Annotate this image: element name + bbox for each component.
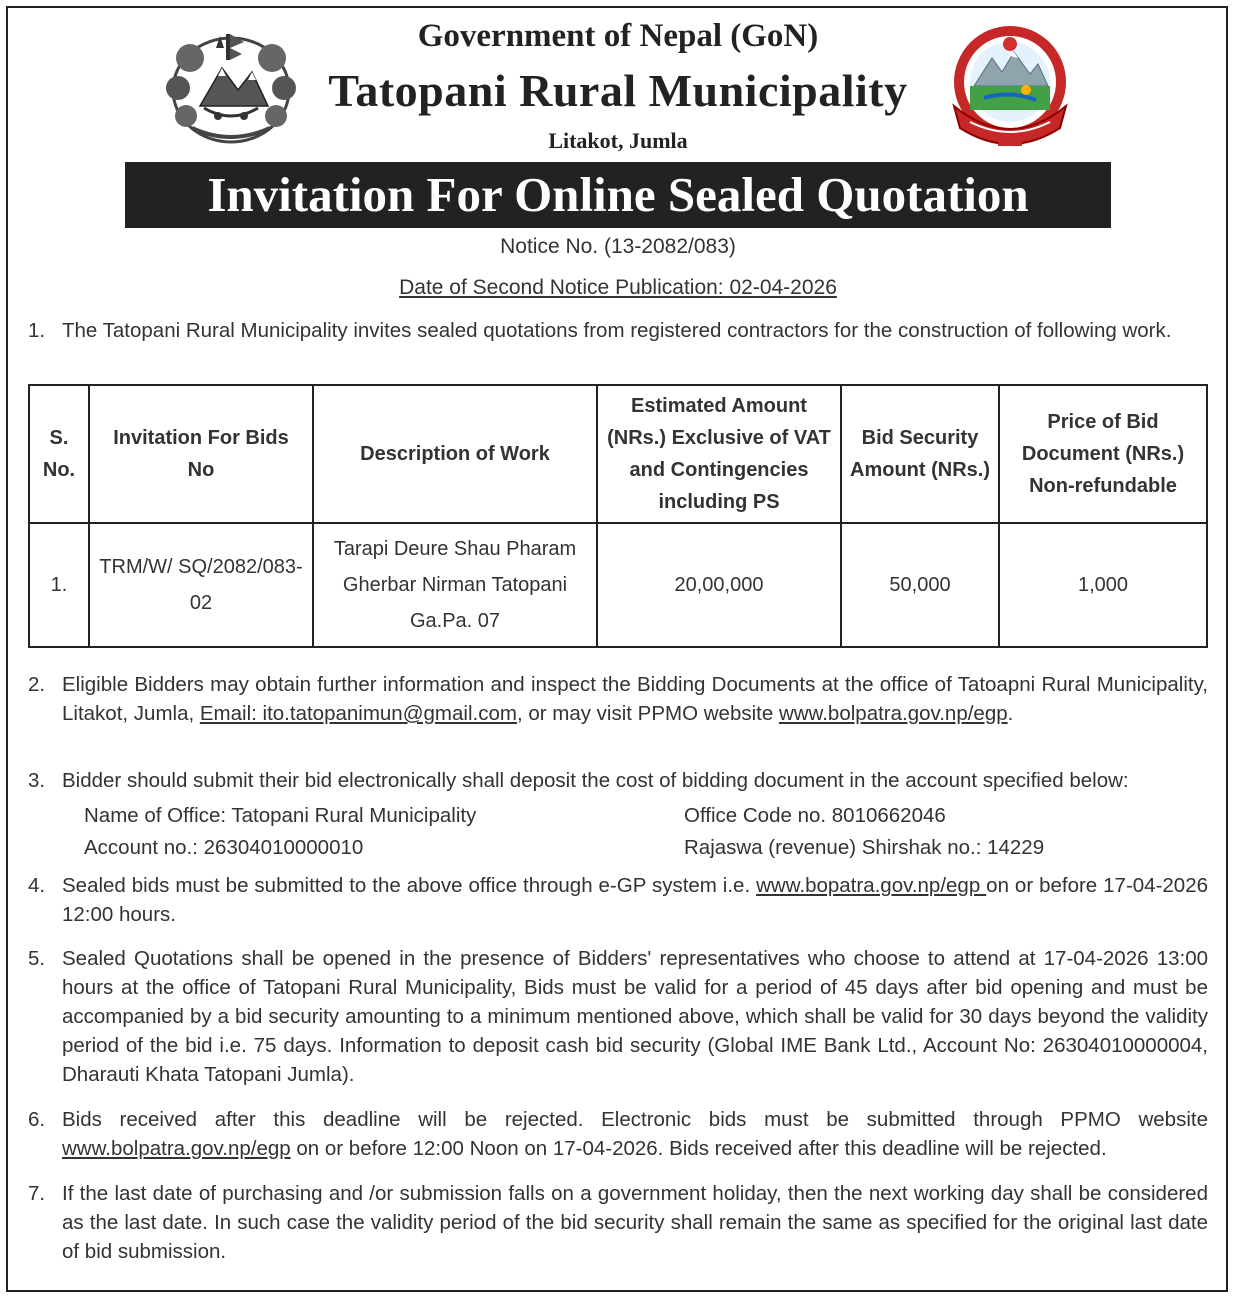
clause-number: 6. — [28, 1108, 46, 1131]
cell-bid-security: 50,000 — [841, 523, 999, 647]
account-number: Account no.: 26304010000010 — [84, 836, 364, 859]
egp-link[interactable]: www.bopatra.gov.np/egp — [756, 874, 987, 897]
notice-banner: Invitation For Online Sealed Quotation — [125, 162, 1111, 228]
ppmo-website-link[interactable]: www.bolpatra.gov.np/egp — [62, 1137, 291, 1160]
government-title: Government of Nepal (GoN) — [417, 18, 819, 54]
notice-number: Notice No. (13-2082/083) — [500, 235, 736, 258]
header-ifb-no: Invitation For Bids No — [89, 385, 313, 523]
email-link[interactable]: Email: ito.tatopanimun@gmail.com — [199, 702, 517, 725]
municipality-title: Tatopani Rural Municipality — [328, 65, 908, 116]
clause-1 — [28, 316, 1208, 345]
clause-6 — [28, 1105, 1208, 1163]
header-estimated-amount: Estimated Amount (NRs.) Exclusive of VAT and Contingencies including PS — [597, 385, 841, 523]
clause-text: The Tatopani Rural Municipality invites sealed quotations from registered contractors for the construction of following work. — [62, 319, 1172, 342]
clause-text: Bidder should submit their bid electronically shall deposit the cost of bidding document in the account specified below: — [62, 769, 1129, 792]
revenue-code: Rajaswa (revenue) Shirshak no.: 14229 — [684, 836, 1045, 859]
clause-4 — [28, 871, 1208, 929]
clause-text: If the last date of purchasing and /or submission falls on a government holiday, then the next working day shall be considered as the last date. In such case the validity period of the bid security shall remain the same as specified for the original last date of bid submission. — [62, 1182, 1208, 1263]
header-description: Description of Work — [313, 385, 597, 523]
header-bid-document-price: Price of Bid Document (NRs.) Non-refundable — [999, 385, 1207, 523]
clause-text: Sealed Quotations shall be opened in the presence of Bidders' representatives who choose to attend at 17-04-2026 13:00 hours at the office of Tatopani Rural Municipality, Bids must be valid for a period of 45 days after bid opening and must be accompanied by a bid security amounting to a minimum mentioned above, which shall be valid for 30 days beyond the validity period of the bid i.e. 75 days. Information to deposit cash bid security (Global IME Bank Ltd., Account No: 26304010000004, Dharauti Khata Tatopani Jumla). — [62, 947, 1208, 1086]
clause-7 — [28, 1179, 1208, 1266]
header-bid-security: Bid Security Amount (NRs.) — [841, 385, 999, 523]
cell-estimated-amount: 20,00,000 — [597, 523, 841, 647]
cell-sno: 1. — [29, 523, 89, 647]
clause-number: 3. — [28, 769, 46, 792]
clause-number: 7. — [28, 1182, 46, 1205]
clause-text: Bids received after this deadline will be rejected. Electronic bids must be submitted through PPMO website www.bolpatra.gov.np/egp on or before 12:00 Noon on 17-04-2026. Bids received after this deadline will be rejected. — [62, 1108, 1208, 1160]
clause-number: 5. — [28, 947, 46, 970]
clause-text: Sealed bids must be submitted to the above office through e-GP system i.e. www.bopatra.gov.np/egp on or before 17-04-2026 12:00 hours. — [62, 874, 1209, 926]
table-row — [29, 523, 1207, 647]
clause-5 — [28, 944, 1208, 1089]
bids-table — [28, 384, 1208, 648]
ppmo-website-link[interactable]: www.bolpatra.gov.np/egp — [778, 702, 1008, 725]
clause-number: 2. — [28, 673, 46, 696]
header-sno: S. No. — [29, 385, 89, 523]
clause-3 — [28, 766, 1208, 795]
cell-bid-document-price: 1,000 — [999, 523, 1207, 647]
clause-text: Eligible Bidders may obtain further information and inspect the Bidding Documents at the office of Tatoapni Rural Municipality, Litakot, Jumla, Email: ito.tatopanimun@gmail.com, or may visit PPMO website www.bolpatra.gov.np/egp. — [62, 673, 1208, 725]
table-header-row — [29, 385, 1207, 523]
publication-date: Date of Second Notice Publication: 02-04-2026 — [399, 276, 837, 299]
office-code: Office Code no. 8010662046 — [684, 804, 946, 827]
clause-number: 1. — [28, 319, 46, 342]
location-subtitle: Litakot, Jumla — [548, 128, 688, 153]
clause-2 — [28, 670, 1208, 728]
cell-ifb-no: TRM/W/ SQ/2082/083-02 — [89, 523, 313, 647]
clause-number: 4. — [28, 874, 46, 897]
cell-description: Tarapi Deure Shau Pharam Gherbar Nirman Tatopani Ga.Pa. 07 — [313, 523, 597, 647]
office-name: Name of Office: Tatopani Rural Municipality — [84, 804, 477, 827]
